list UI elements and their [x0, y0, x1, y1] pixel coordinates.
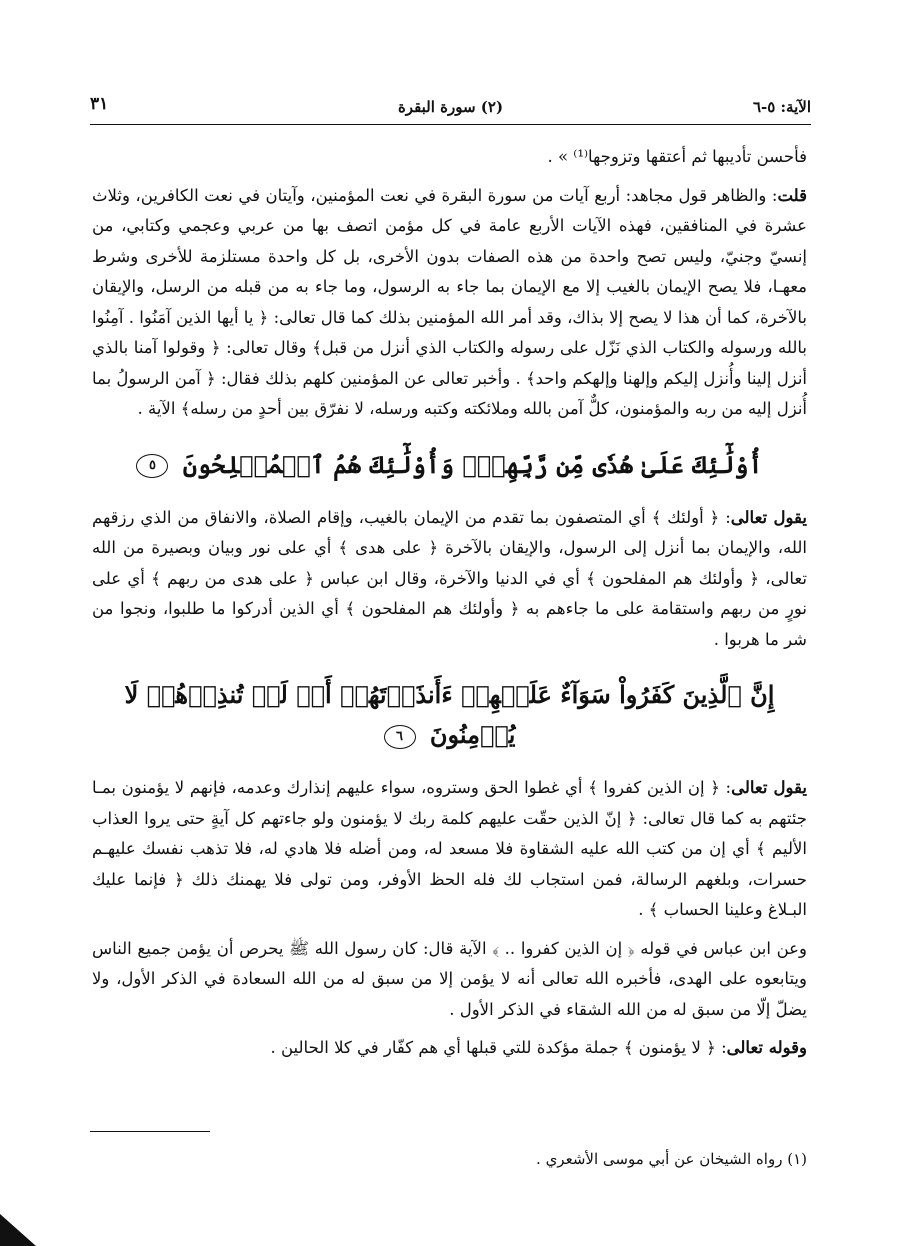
paragraph-ibn-abbas: وعن ابن عباس في قوله ﴿ إن الذين كفروا .. ﴾ الآية قال: كان رسول الله ﷺ يحرص أن يؤمن جميع الناس ويتابعوه على الهدى، فأخبره الله تعالى أنه لا يؤمن إلا من سبق له من الله السعادة في الذكر الأول، ولا يضلّ إلّا من سبق له من الله الشقاء في الذكر الأول . [92, 938, 807, 1019]
page-body [92, 142, 807, 1064]
quran-verse-6 [92, 675, 807, 755]
page-corner-triangle [0, 1214, 36, 1246]
ayah-range: الآية: ٥-٦ [752, 98, 811, 116]
paragraph-label: يقول تعالى [730, 507, 807, 527]
paragraph-text: : ﴿ لا يؤمنون ﴾ جملة مؤكدة للتي قبلها أي هم كفّار في كلا الحالين . [270, 1038, 727, 1057]
paragraph-tafsir-5 [92, 503, 807, 656]
paragraph-label: وقوله تعالى [726, 1038, 807, 1057]
paragraph-tafsir-6 [92, 773, 807, 926]
footnote-divider [90, 1131, 210, 1132]
quran-verse-5 [92, 445, 807, 485]
paragraph-la-yuminun [92, 1033, 807, 1064]
header-divider [90, 124, 811, 125]
page-number: ٣١ [90, 94, 109, 114]
footnote: (١) رواه الشيخان عن أبي موسى الأشعري . [536, 1150, 807, 1168]
paragraph-text: : ﴿ أولئك ﴾ أي المتصفون بما تقدم من الإيمان بالغيب، وإقام الصلاة، والانفاق من الذي رزقهم الله، والإيمان بما أنزل إلى الرسول، والإيقان بالآخرة ﴿ على هدى ﴾ أي على نور وبيان وبصيرة من الله تعالى، ﴿ وأولئك هم المفلحون ﴾ أي في الدنيا والآخرة، وقال ابن عباس ﴿ على هدى من ربهم ﴾ أي على نورٍ من ربهم واستقامة على ما جاءهم به ﴿ وأولئك هم المفلحون ﴾ أي الذين أدركوا ما طلبوا، ونجوا من شر ما هربوا . [92, 507, 807, 649]
surah-title: (٢) سورة البقرة [397, 98, 504, 116]
paragraph-text: : والظاهر قول مجاهد: أربع آيات من سورة البقرة في نعت المؤمنين، وآيتان في نعت الكافرين، وثلاث عشرة في المنافقين، فهذه الآيات الأربع عامة في كل مؤمن اتصف بها من عربي وعجمي وكتابي، من إنسيّ وجنيّ، وليس تصح واحدة من هذه الصفات بدون الأخرى، بل كل واحدة مستلزمة للأخرى وشرط معهـا، فلا يصح الإيمان بالغيب إلا مع الإيمان بما جاء به الرسول، وما جاء به من قبله من الرسل، والإيقان بالآخرة، كما أن هذا لا يصح إلا بذاك، وقد أمر الله المؤمنين بذلك كما قال تعالى: ﴿ يا أيها الذين آمَنُوا . آمِنُوا بالله ورسوله والكتاب الذي نَزّل على رسوله والكتاب الذي أنزل من قبل﴾ وقال تعالى: ﴿ وقولوا آمنا بالذي أنزل إلينا وأُنزل إليكم وإلهنا وإلهكم واحد﴾ . وأخبر تعالى عن المؤمنين كلهم بذلك فقال: ﴿ آمن الرسولُ بما أُنزل إليه من ربه والمؤمنون، كلٌّ آمن بالله وملائكته وكتبه ورسله، لا نفرّق بين أحدٍ من رسله﴾ الآية . [92, 185, 807, 418]
paragraph-qultu [92, 181, 807, 425]
verse-text: أُوْلَٰٓئِكَ عَلَىٰ هُدٗى مِّن رَّبِّهِمۡۖ وَأُوْلَٰٓئِكَ هُمُ ٱلۡمُفۡلِحُونَ [182, 449, 763, 479]
paragraph-text: : ﴿ إن الذين كفروا ﴾ أي غطوا الحق وستروه، سواء عليهم إنذارك وعدمه، فإنهم لا يؤمنون بمـا جئتهم به كما قال تعالى: ﴿ إنّ الذين حقّت عليهم كلمة ربك لا يؤمنون ولو جاءتهم كل آيةٍ حتى يروا العذاب الأليم ﴾ أي إن من كتب الله عليه الشقاوة فلا مسعد له، ومن أضله فلا هادي له، فلا تذهب نفسك عليهـم حسرات، وبلغهم الرسالة، فمن استجاب لك فله الحظ الأوفر، ومن تولى فلا يهمنك ذلك ﴿ فإنما عليك البـلاغ وعلينا الحساب ﴾ . [92, 778, 807, 919]
paragraph-continuation: فأحسن تأديبها ثم أعتقها وتزوجها⁽¹⁾ » . [547, 147, 807, 166]
verse-text: إِنَّ ٱلَّذِينَ كَفَرُواْ سَوَآءٌ عَلَيۡهِمۡ ءَأَنذَرۡتَهُمۡ أَمۡ لَمۡ تُنذِرۡهُمۡ لَا يُؤۡمِنُونَ [124, 680, 775, 749]
paragraph-label: يقول تعالى [731, 778, 807, 797]
paragraph-label: قلت [777, 185, 807, 205]
verse-number-marker: ٦ [384, 725, 416, 749]
page-header [90, 94, 811, 124]
verse-number-marker: ٥ [136, 454, 168, 478]
